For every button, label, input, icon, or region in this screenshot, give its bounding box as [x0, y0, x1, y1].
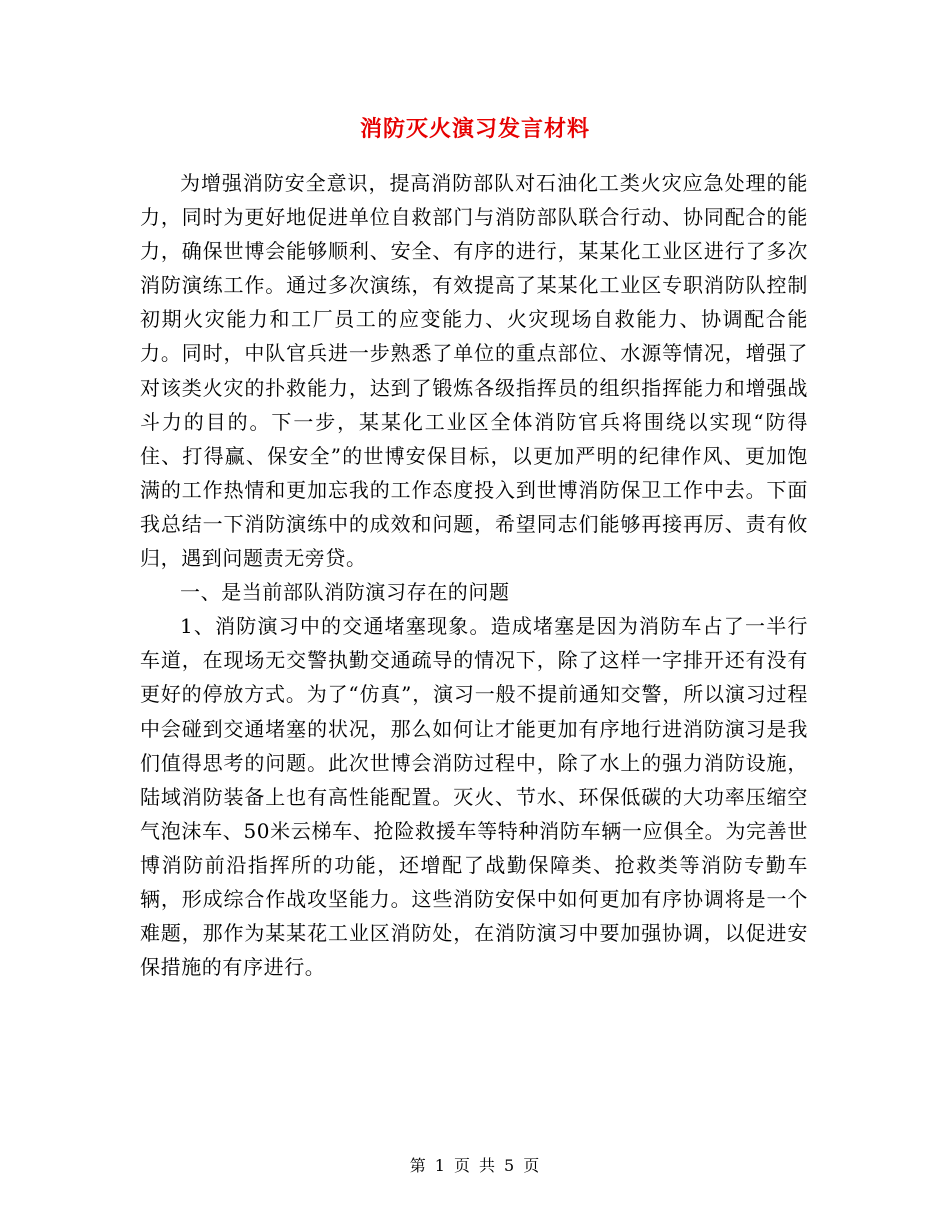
- footer-total-label: 共: [479, 1156, 497, 1175]
- footer-total-suffix: 页: [523, 1156, 541, 1175]
- footer-total-pages: 5: [504, 1156, 516, 1175]
- footer-page-number: 1: [434, 1156, 446, 1175]
- paragraph-traffic-issue: 1、消防演习中的交通堵塞现象。造成堵塞是因为消防车占了一半行车道，在现场无交警执勤交通疏导的情况下，除了这样一字排开还有没有更好的停放方式。为了“仿真”，演习一般不提前通知交警，所以演习过程中会碰到交通堵塞的状况，那么如何让才能更加有序地行进消防演习是我们值得思考的问题。此次世博会消防过程中，除了水上的强力消防设施，陆域消防装备上也有高性能配置。灭火、节水、环保低碳的大功率压缩空气泡沫车、50米云梯车、抢险救援车等特种消防车辆一应俱全。为完善世博消防前沿指挥所的功能，还增配了战勤保障类、抢救类等消防专勤车辆，形成综合作战攻坚能力。这些消防安保中如何更加有序协调将是一个难题，那作为某某花工业区消防处，在消防演习中要加强协调，以促进安保措施的有序进行。: [140, 614, 808, 980]
- page-footer: [0, 1155, 950, 1177]
- document-body: [140, 166, 808, 984]
- paragraph-section-heading: 一、是当前部队消防演习存在的问题: [180, 580, 510, 605]
- document-title: 消防灭火演习发言材料: [359, 116, 590, 142]
- footer-page-mid: 页: [453, 1156, 471, 1175]
- footer-page-prefix: 第: [409, 1156, 427, 1175]
- paragraph-intro: 为增强消防安全意识，提高消防部队对石油化工类火灾应急处理的能力，同时为更好地促进单位自救部门与消防部队联合行动、协同配合的能力，确保世博会能够顺利、安全、有序的进行，某某化工业区进行了多次消防演练工作。通过多次演练，有效提高了某某化工业区专职消防队控制初期火灾能力和工厂员工的应变能力、火灾现场自救能力、协调配合能力。同时，中队官兵进一步熟悉了单位的重点部位、水源等情况，增强了对该类火灾的扑救能力，达到了锻炼各级指挥员的组织指挥能力和增强战斗力的目的。下一步，某某化工业区全体消防官兵将围绕以实现“防得住、打得赢、保安全”的世博安保目标，以更加严明的纪律作风、更加饱满的工作热情和更加忘我的工作态度投入到世博消防保卫工作中去。下面我总结一下消防演练中的成效和问题，希望同志们能够再接再厉、责有攸归，遇到问题责无旁贷。: [140, 171, 808, 571]
